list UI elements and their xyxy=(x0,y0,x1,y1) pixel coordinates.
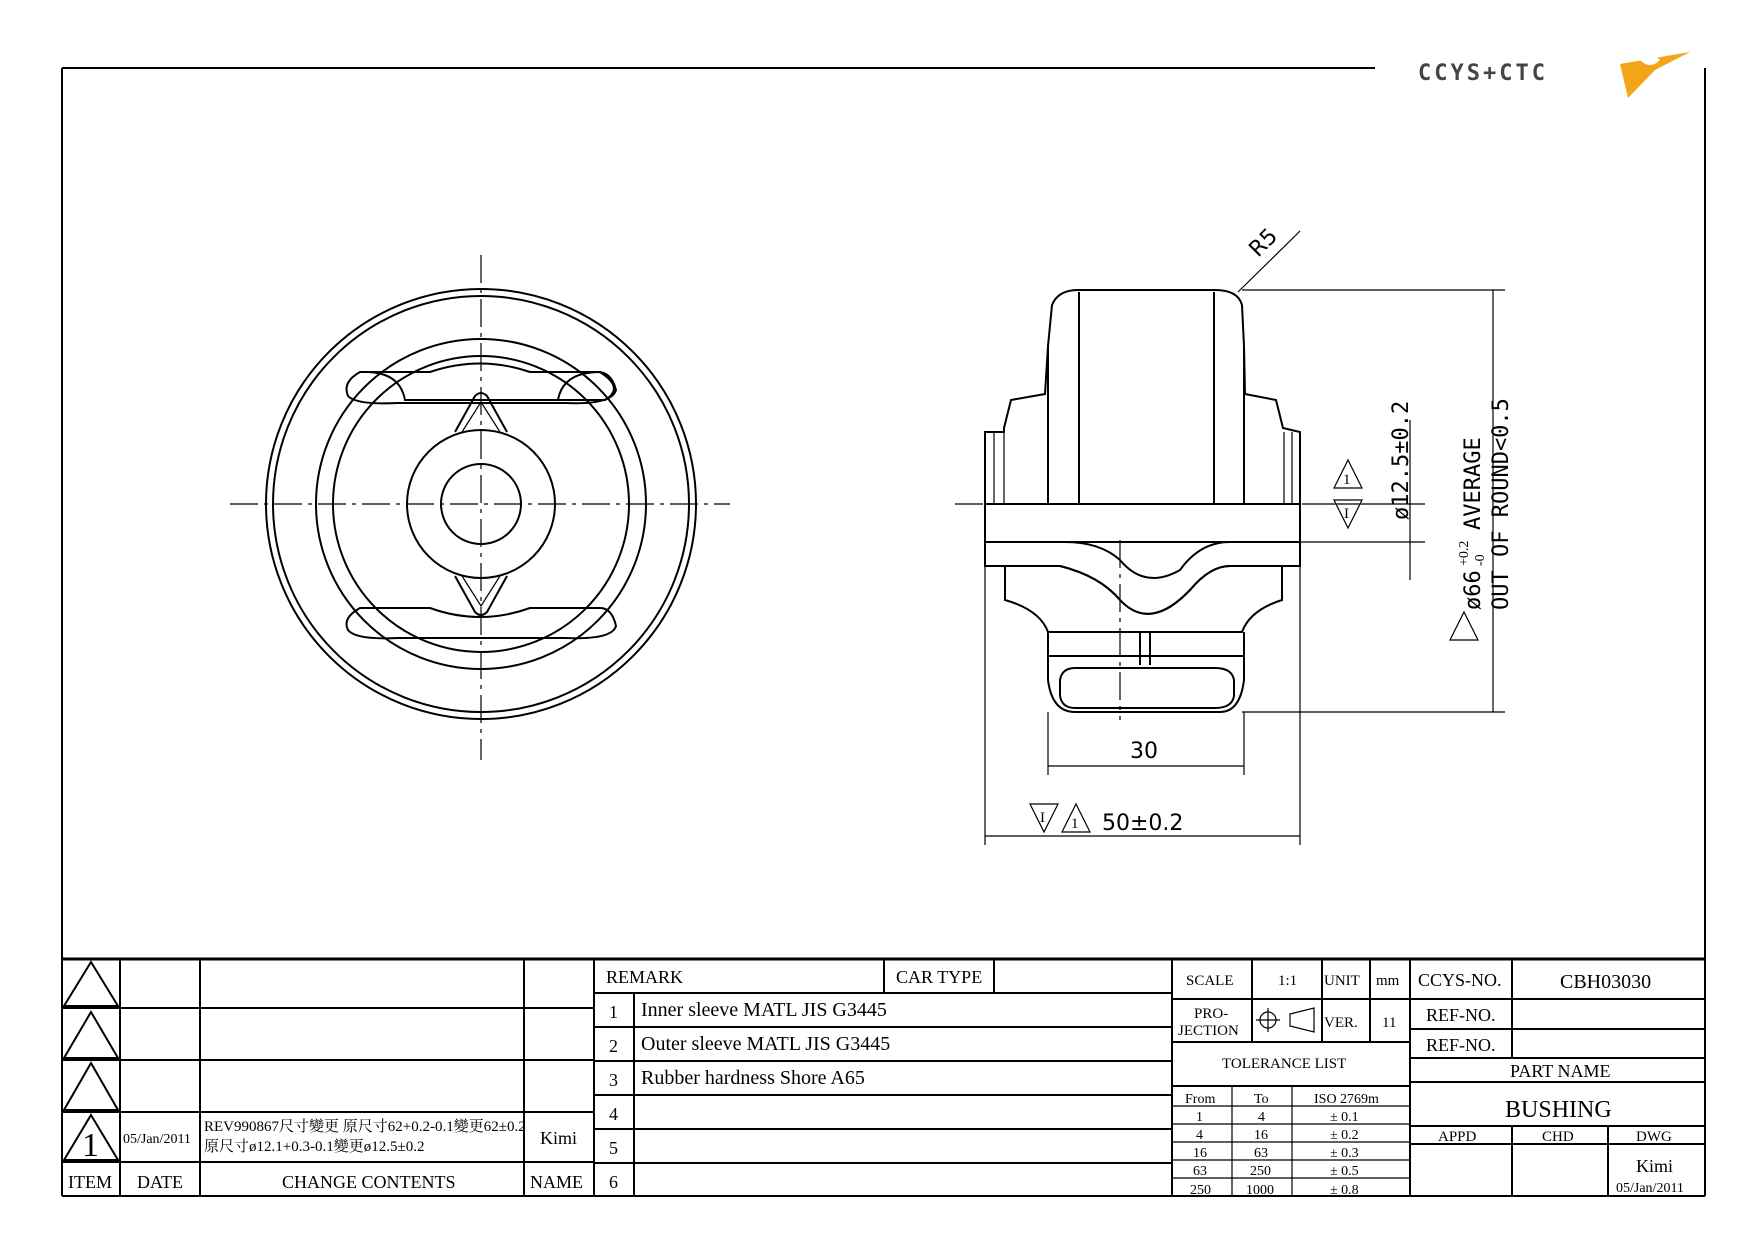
svg-text:6: 6 xyxy=(609,1172,618,1192)
svg-text:-0: -0 xyxy=(1473,554,1488,566)
header-change-contents: CHANGE CONTENTS xyxy=(282,1172,456,1192)
revision-item-number: 1 xyxy=(82,1127,99,1164)
company-logo xyxy=(1418,52,1690,98)
svg-text:250: 250 xyxy=(1250,1164,1271,1179)
remarks-table xyxy=(594,959,1172,1196)
svg-text:4: 4 xyxy=(1196,1128,1203,1143)
remark-item-3: Rubber hardness Shore A65 xyxy=(641,1067,865,1089)
scale-value: 1:1 xyxy=(1278,973,1298,989)
svg-text:To: To xyxy=(1254,1092,1269,1107)
marker-1: 1 xyxy=(1343,472,1351,488)
revision-contents-line2: 原尺寸ø12.1+0.3-0.1變更ø12.5±0.2 xyxy=(204,1139,425,1155)
part-info-block xyxy=(1410,959,1705,1196)
revision-table xyxy=(62,959,594,1196)
ccys-no-label: CCYS-NO. xyxy=(1418,970,1502,990)
inner-diameter-dimension: ø12.5±0.2 xyxy=(1389,400,1414,520)
svg-text:16: 16 xyxy=(1193,1146,1207,1161)
svg-text:4: 4 xyxy=(609,1104,618,1124)
marker-I: I xyxy=(1344,506,1349,522)
appd-label: APPD xyxy=(1438,1129,1477,1145)
revision-date: 05/Jan/2011 xyxy=(123,1132,191,1147)
svg-text:± 0.8: ± 0.8 xyxy=(1330,1183,1359,1198)
svg-text:+0.2: +0.2 xyxy=(1457,540,1472,566)
svg-text:± 0.3: ± 0.3 xyxy=(1330,1146,1359,1161)
svg-text:5: 5 xyxy=(609,1138,618,1158)
svg-text:16: 16 xyxy=(1254,1128,1268,1143)
revision-contents-line1: REV990867尺寸變更 原尺寸62+0.2-0.1變更62±0.2 xyxy=(204,1119,526,1135)
version-label: VER. xyxy=(1324,1015,1358,1031)
svg-text:± 0.5: ± 0.5 xyxy=(1330,1164,1359,1179)
svg-text:± 0.2: ± 0.2 xyxy=(1330,1128,1359,1143)
logo-text: CCYS+CTC xyxy=(1418,61,1548,86)
header-date: DATE xyxy=(137,1172,183,1192)
total-width-dimension: 50±0.2 xyxy=(1102,811,1184,836)
header-item: ITEM xyxy=(68,1172,112,1192)
radius-dimension: R5 xyxy=(1244,223,1283,263)
svg-text:PRO-: PRO- xyxy=(1194,1006,1229,1022)
tolerance-list-title: TOLERANCE LIST xyxy=(1222,1056,1347,1072)
inner-width-dimension: 30 xyxy=(1130,739,1158,764)
scale-tolerance-block xyxy=(1172,959,1410,1198)
svg-text:1000: 1000 xyxy=(1246,1183,1274,1198)
svg-text:250: 250 xyxy=(1190,1183,1211,1198)
svg-text:63: 63 xyxy=(1193,1164,1207,1179)
scale-label: SCALE xyxy=(1186,973,1234,989)
car-type-label: CAR TYPE xyxy=(896,967,983,987)
ref-no-label-1: REF-NO. xyxy=(1426,1005,1496,1025)
svg-text:1: 1 xyxy=(1196,1110,1203,1125)
remark-header: REMARK xyxy=(606,967,684,987)
projection-label: JECTION xyxy=(1178,1023,1239,1039)
svg-text:± 0.1: ± 0.1 xyxy=(1330,1110,1359,1125)
svg-text:AVERAGE: AVERAGE xyxy=(1461,437,1486,530)
header-name: NAME xyxy=(530,1172,583,1192)
ccys-no-value: CBH03030 xyxy=(1560,971,1652,993)
svg-text:63: 63 xyxy=(1254,1146,1268,1161)
svg-text:From: From xyxy=(1185,1092,1216,1107)
svg-text:3: 3 xyxy=(609,1070,618,1090)
version-value: 11 xyxy=(1382,1015,1397,1031)
unit-value: mm xyxy=(1376,973,1400,989)
section-view xyxy=(955,224,1514,845)
svg-text:1: 1 xyxy=(609,1002,618,1022)
remark-item-1: Inner sleeve MATL JIS G3445 xyxy=(641,999,887,1021)
front-view xyxy=(230,255,730,760)
drawn-by: Kimi xyxy=(1636,1156,1674,1176)
part-name-label: PART NAME xyxy=(1510,1061,1611,1081)
unit-label: UNIT xyxy=(1324,973,1360,989)
projection-symbol-icon xyxy=(1256,1008,1314,1032)
chd-label: CHD xyxy=(1542,1129,1574,1145)
title-block xyxy=(62,959,1705,1198)
ref-no-label-2: REF-NO. xyxy=(1426,1035,1496,1055)
part-name-value: BUSHING xyxy=(1505,1097,1612,1123)
drawn-date: 05/Jan/2011 xyxy=(1616,1181,1684,1196)
svg-text:4: 4 xyxy=(1258,1110,1265,1125)
svg-text:2: 2 xyxy=(609,1036,618,1056)
out-of-round-note: OUT OF ROUND<0.5 xyxy=(1489,398,1514,610)
svg-text:ISO 2769m: ISO 2769m xyxy=(1314,1092,1379,1107)
revision-name: Kimi xyxy=(540,1128,578,1148)
outer-diameter-dimension: ø66 xyxy=(1461,570,1486,610)
remark-item-2: Outer sleeve MATL JIS G3445 xyxy=(641,1033,891,1055)
svg-text:1: 1 xyxy=(1071,816,1079,832)
dwg-label: DWG xyxy=(1636,1129,1672,1145)
svg-text:I: I xyxy=(1040,810,1045,826)
